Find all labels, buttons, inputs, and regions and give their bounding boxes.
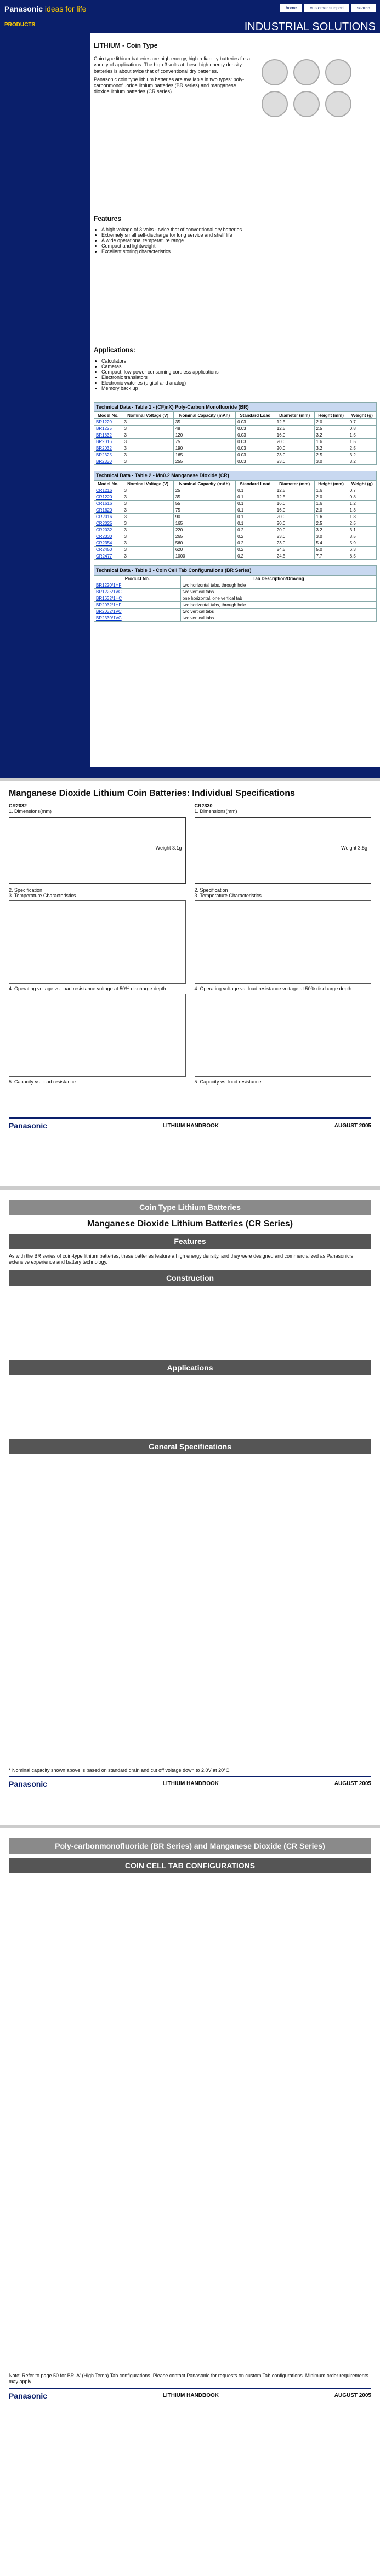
table-cell: 1.5 (348, 439, 376, 445)
brand-logo[interactable]: Panasonic ideas for life (4, 4, 87, 13)
features-band: Features (9, 1234, 371, 1249)
coin-battery-image (325, 91, 351, 117)
table-cell: 3.1 (348, 527, 376, 533)
table-cell: 23.0 (275, 452, 314, 458)
column-header: Diameter (mm) (275, 412, 314, 419)
table-cell: 20.0 (275, 527, 314, 533)
features-list (94, 227, 377, 254)
table-cell: 3.2 (348, 458, 376, 465)
model-link[interactable]: CR1616 (94, 501, 122, 507)
table-cell: 0.2 (236, 547, 275, 553)
table-cell: 190 (173, 445, 235, 452)
model-link[interactable]: BR1225/1VC (94, 589, 181, 595)
table-cell: 0.1 (236, 507, 275, 514)
coin-battery-image (293, 91, 320, 117)
nav-home[interactable]: home (280, 4, 302, 12)
table-cell: 220 (173, 527, 235, 533)
table-cell: 3 (122, 419, 173, 426)
table-cell: 265 (173, 533, 235, 540)
model-link[interactable]: CR2354 (94, 540, 122, 547)
coin-battery-image (325, 59, 351, 85)
table-cell: two horizontal tabs, through hole (180, 582, 376, 589)
table-cell: 3 (122, 494, 173, 501)
table-cell: 5.9 (348, 540, 376, 547)
applications-heading: Applications: (94, 346, 136, 354)
site-header (0, 0, 380, 33)
table-cell: 2.0 (314, 419, 348, 426)
table-cell: 0.7 (348, 419, 376, 426)
table-cell: 3 (122, 432, 173, 439)
table-cell: 0.1 (236, 514, 275, 520)
tabs-note: Note: Refer to page 50 for BR 'A' (High Temp) Tab configurations. Please contact Panasonic for requests on custom Tab configurations. Minimum order requirements may apply. (9, 2373, 368, 2385)
construction-band: Construction (9, 1270, 371, 1286)
weight-a: Weight 3.1g (155, 845, 182, 851)
table-cell: 0.8 (348, 426, 376, 432)
main-content (90, 33, 380, 767)
cap-label: 5. Capacity vs. load resistance (194, 1079, 262, 1085)
column-header: Diameter (mm) (275, 481, 314, 487)
column-header: Model No. (94, 412, 122, 419)
table-cell: 2.5 (314, 452, 348, 458)
tabs-band: Poly-carbonmonofluoride (BR Series) and Manganese Dioxide (CR Series) (9, 1838, 371, 1854)
model-link[interactable]: CR2330 (94, 533, 122, 540)
table-row (94, 533, 377, 540)
applications-band: Applications (9, 1360, 371, 1375)
cap-label: 5. Capacity vs. load resistance (9, 1079, 76, 1085)
table-cell: 0.03 (236, 432, 275, 439)
voltage-chart (195, 994, 372, 1077)
table-cell: 3 (122, 527, 173, 533)
temp-label: 3. Temperature Characteristics (194, 893, 262, 898)
table-cell: 3 (122, 520, 173, 527)
table-cell: 3 (122, 439, 173, 445)
column-header: Nominal Voltage (V) (122, 412, 173, 419)
table-cell: 20.0 (275, 439, 314, 445)
table-cell: 20.0 (275, 520, 314, 527)
table-cell: 3.2 (314, 527, 348, 533)
table-cell: 75 (173, 439, 235, 445)
table-row (94, 540, 377, 547)
table-cell: 3.2 (314, 445, 348, 452)
table-row (94, 452, 377, 458)
temperature-chart (9, 900, 186, 984)
nav-search[interactable]: search (351, 4, 376, 12)
table-cell: 8.5 (348, 553, 376, 560)
sidebar (0, 33, 90, 767)
nav-customer-support[interactable]: customer support (304, 4, 349, 12)
table-cell: 2.5 (348, 520, 376, 527)
model-b: CR2330 (194, 803, 213, 808)
top-nav (280, 4, 376, 12)
table-row (94, 615, 377, 622)
weight-b: Weight 3.5g (341, 845, 367, 851)
model-link[interactable]: CR2032 (94, 527, 122, 533)
dimension-drawing (195, 817, 372, 884)
table2 (94, 480, 377, 560)
table-cell: 1.5 (348, 432, 376, 439)
table-row (94, 439, 377, 445)
table-cell: 0.7 (348, 487, 376, 494)
cr-band: Coin Type Lithium Batteries (9, 1200, 371, 1215)
table-row (94, 514, 377, 520)
list-item: • Electronic watches (digital and analog) (101, 380, 377, 386)
column-header: Height (mm) (314, 412, 348, 419)
spec-label: 2. Specification (194, 887, 228, 893)
table-row (94, 487, 377, 494)
table-cell: 3 (122, 487, 173, 494)
table-cell: 0.03 (236, 458, 275, 465)
column-header: Nominal Voltage (V) (122, 481, 173, 487)
table3 (94, 575, 377, 622)
temperature-chart (195, 900, 372, 984)
construction-drawing (9, 1290, 371, 1356)
list-item: • A wide operational temperature range (101, 238, 377, 243)
table-cell: 0.1 (236, 520, 275, 527)
temp-label: 3. Temperature Characteristics (9, 893, 76, 898)
table-cell: 3 (122, 540, 173, 547)
column-header: Standard Load (236, 481, 275, 487)
table-cell: 2.5 (314, 426, 348, 432)
table-cell: 0.2 (236, 533, 275, 540)
table1 (94, 412, 377, 465)
table-cell: 3.2 (348, 452, 376, 458)
table-row (94, 589, 377, 595)
model-link[interactable]: CR2477 (94, 553, 122, 560)
column-header: Product No. (94, 576, 181, 582)
tab-config-sheet (0, 1825, 380, 2497)
cr-features-text: As with the BR series of coin-type lithium batteries, these batteries feature a high energy density, and they were designed and commercialized as Panasonic's extensive experience and battery technology. (9, 1253, 353, 1265)
dims-label: 1. Dimensions(mm) (9, 808, 52, 814)
table-row (94, 602, 377, 609)
model-link[interactable]: BR1632 (94, 432, 122, 439)
table-cell: one horizontal, one vertical tab (180, 595, 376, 602)
table-row (94, 609, 377, 615)
coin-battery-image (262, 91, 288, 117)
table-cell: 0.03 (236, 452, 275, 458)
table-cell: 16.0 (275, 501, 314, 507)
table-cell: 20.0 (275, 445, 314, 452)
table-row (94, 419, 377, 426)
table-cell: 23.0 (275, 540, 314, 547)
spec-sheet (0, 778, 380, 1186)
volt-label: 4. Operating voltage vs. load resistance voltage at 50% discharge depth (194, 986, 352, 991)
battery-images (256, 54, 377, 123)
table2-title: Technical Data - Table 2 - Mn0.2 Manganese Dioxide (CR) (94, 471, 377, 480)
table-cell: 7.7 (314, 553, 348, 560)
table-cell: 620 (173, 547, 235, 553)
table-row (94, 595, 377, 602)
table-cell: 0.03 (236, 439, 275, 445)
model-link[interactable]: CR1620 (94, 507, 122, 514)
table-row (94, 445, 377, 452)
table-cell: 16.0 (275, 432, 314, 439)
products-label[interactable]: PRODUCTS (4, 22, 36, 28)
model-a: CR2032 (9, 803, 27, 808)
table-cell: 1.6 (314, 487, 348, 494)
table-cell: 3 (122, 426, 173, 432)
model-link[interactable]: CR1216 (94, 487, 122, 494)
list-item: • Calculators (101, 358, 377, 364)
list-item: • Memory back up (101, 386, 377, 391)
table-cell: 165 (173, 520, 235, 527)
table-cell: 3 (122, 514, 173, 520)
table-row (94, 501, 377, 507)
coin-battery-image (293, 59, 320, 85)
table-cell: 1.6 (314, 501, 348, 507)
table-cell: 3.2 (314, 432, 348, 439)
table-row (94, 520, 377, 527)
table-cell: 5.0 (314, 547, 348, 553)
table-cell: 3 (122, 452, 173, 458)
column-header: Height (mm) (314, 481, 348, 487)
table-cell: 0.2 (236, 527, 275, 533)
table3-title: Technical Data - Table 3 - Coin Cell Tab Configurations (BR Series) (94, 565, 377, 575)
page-title: LITHIUM - Coin Type (94, 42, 158, 49)
column-header: Nominal Capacity (mAh) (173, 412, 235, 419)
table-cell: 35 (173, 419, 235, 426)
table-cell: 3 (122, 445, 173, 452)
list-item: • A high voltage of 3 volts - twice that of conventional dry batteries (101, 227, 377, 232)
spec-label: 2. Specification (9, 887, 43, 893)
model-link[interactable]: BR2330 (94, 458, 122, 465)
table-cell: 2.5 (314, 520, 348, 527)
table-cell: 2.0 (314, 494, 348, 501)
table-cell: 560 (173, 540, 235, 547)
table-cell: 0.1 (236, 494, 275, 501)
table-cell: 0.03 (236, 419, 275, 426)
table1-title: Technical Data - Table 1 - (CF)nX) Poly-Carbon Monofluoride (BR) (94, 402, 377, 412)
cr-series-sheet (0, 1186, 380, 1825)
model-link[interactable]: BR1220/1HF (94, 582, 181, 589)
intro-text-1: Coin type lithium batteries are high energy, high reliability batteries for a variety of applications. The high 3 volts at these high energy density batteries is about twice that of conventional dry batteries. (94, 56, 250, 74)
table-cell: 0.8 (348, 494, 376, 501)
table-row (94, 432, 377, 439)
table-cell: 6.3 (348, 547, 376, 553)
table-cell: 3.0 (314, 533, 348, 540)
table-cell: 75 (173, 507, 235, 514)
table-row (94, 547, 377, 553)
table-cell: two vertical tabs (180, 589, 376, 595)
table-row (94, 507, 377, 514)
table-header-row (94, 481, 377, 487)
table-cell: two horizontal tabs, through hole (180, 602, 376, 609)
list-item: • Electronic translators (101, 375, 377, 380)
table-cell: 1.8 (348, 514, 376, 520)
table-cell: 0.1 (236, 501, 275, 507)
column-header: Standard Load (236, 412, 275, 419)
table-cell: 23.0 (275, 458, 314, 465)
table-cell: 1.6 (314, 439, 348, 445)
table-cell: 0.03 (236, 445, 275, 452)
spec-title: Manganese Dioxide Lithium Coin Batteries: Individual Specifications (9, 789, 295, 798)
model-link[interactable]: CR1220 (94, 494, 122, 501)
cr-note: * Nominal capacity shown above is based on standard drain and cut off voltage down to 2.0V at 20°C. (9, 1767, 231, 1773)
table-cell: 3.0 (314, 458, 348, 465)
coin-battery-image (262, 59, 288, 85)
column-header: Weight (g) (348, 412, 376, 419)
table-cell: 5.4 (314, 540, 348, 547)
dims-label: 1. Dimensions(mm) (194, 808, 237, 814)
table-cell: 12.5 (275, 419, 314, 426)
table-cell: 3 (122, 533, 173, 540)
table-cell: 24.5 (275, 547, 314, 553)
table-row (94, 527, 377, 533)
table-cell: 55 (173, 501, 235, 507)
voltage-chart (9, 994, 186, 1077)
list-item: • Compact and lightweight (101, 243, 377, 249)
division-title: INDUSTRIAL SOLUTIONS (244, 21, 376, 33)
table-cell: 1.3 (348, 507, 376, 514)
table-cell: two vertical tabs (180, 615, 376, 622)
column-header: Model No. (94, 481, 122, 487)
model-link[interactable]: BR1632/1HC (94, 595, 181, 602)
column-header: Tab Description/Drawing (180, 576, 376, 582)
volt-label: 4. Operating voltage vs. load resistance voltage at 50% discharge depth (9, 986, 166, 991)
table-cell: 0.03 (236, 426, 275, 432)
model-link[interactable]: BR2016 (94, 439, 122, 445)
features-heading: Features (94, 215, 122, 222)
model-link[interactable]: BR1225 (94, 426, 122, 432)
table-cell: 1000 (173, 553, 235, 560)
table-cell: 20.0 (275, 514, 314, 520)
list-item: • Excellent storing characteristics (101, 249, 377, 254)
model-link[interactable]: BR2325 (94, 452, 122, 458)
list-item: • Cameras (101, 364, 377, 369)
table-cell: 3 (122, 501, 173, 507)
table-cell: 48 (173, 426, 235, 432)
table-cell: 0.2 (236, 553, 275, 560)
cr-subtitle: Manganese Dioxide Lithium Batteries (CR Series) (87, 1219, 293, 1229)
table-cell: 12.5 (275, 426, 314, 432)
table-row (94, 426, 377, 432)
list-item: • Extremely small self-discharge for long service and shelf life (101, 232, 377, 238)
tabs-footer: Panasonic LITHIUM HANDBOOK AUGUST 2005 (9, 2388, 371, 2402)
model-link[interactable]: BR2330/1VC (94, 615, 181, 622)
model-link[interactable]: BR2032/1VC (94, 609, 181, 615)
table-header-row (94, 576, 377, 582)
table-cell: 255 (173, 458, 235, 465)
table-cell: 90 (173, 514, 235, 520)
table-cell: 2.0 (314, 507, 348, 514)
column-header: Nominal Capacity (mAh) (173, 481, 235, 487)
column-header: Weight (g) (348, 481, 376, 487)
table-cell: 120 (173, 432, 235, 439)
dimension-drawing (9, 817, 186, 884)
model-link[interactable]: CR2016 (94, 514, 122, 520)
table-cell: 2.5 (348, 445, 376, 452)
model-link[interactable]: BR1220 (94, 419, 122, 426)
table-row (94, 553, 377, 560)
list-item: • Compact, low power consuming cordless applications (101, 369, 377, 375)
table-cell: 12.5 (275, 487, 314, 494)
table-cell: 1.6 (314, 514, 348, 520)
table-cell: 35 (173, 494, 235, 501)
general-spec-band: General Specifications (9, 1439, 371, 1454)
model-link[interactable]: BR2032/1HF (94, 602, 181, 609)
table-row (94, 582, 377, 589)
table-cell: 25 (173, 487, 235, 494)
table-cell: 3 (122, 507, 173, 514)
table-cell: 1.2 (348, 501, 376, 507)
table-row (94, 494, 377, 501)
model-link[interactable]: CR2450 (94, 547, 122, 553)
table-cell: 3 (122, 553, 173, 560)
cr-footer: Panasonic LITHIUM HANDBOOK AUGUST 2005 (9, 1776, 371, 1791)
model-link[interactable]: CR2025 (94, 520, 122, 527)
intro-text-2: Panasonic coin type lithium batteries are available in two types: poly-carbonmonofluoride lithium batteries (BR series) and manganese dioxide lithium batteries (CR series). (94, 76, 245, 95)
table-cell: 16.0 (275, 507, 314, 514)
table-cell: 0.2 (236, 540, 275, 547)
table-row (94, 458, 377, 465)
table-cell: 12.5 (275, 494, 314, 501)
table-cell: 3.5 (348, 533, 376, 540)
coin-type-section (0, 33, 380, 767)
table-header-row (94, 412, 377, 419)
table-cell: 23.0 (275, 533, 314, 540)
table-cell: two vertical tabs (180, 609, 376, 615)
table-cell: 24.5 (275, 553, 314, 560)
table-cell: 3 (122, 458, 173, 465)
table-cell: 165 (173, 452, 235, 458)
table-cell: 3 (122, 547, 173, 553)
spec-footer: Panasonic LITHIUM HANDBOOK AUGUST 2005 (9, 1117, 371, 1132)
model-link[interactable]: BR2032 (94, 445, 122, 452)
tabs-title: COIN CELL TAB CONFIGURATIONS (9, 1858, 371, 1873)
table-cell: 0.1 (236, 487, 275, 494)
applications-list (94, 358, 377, 391)
